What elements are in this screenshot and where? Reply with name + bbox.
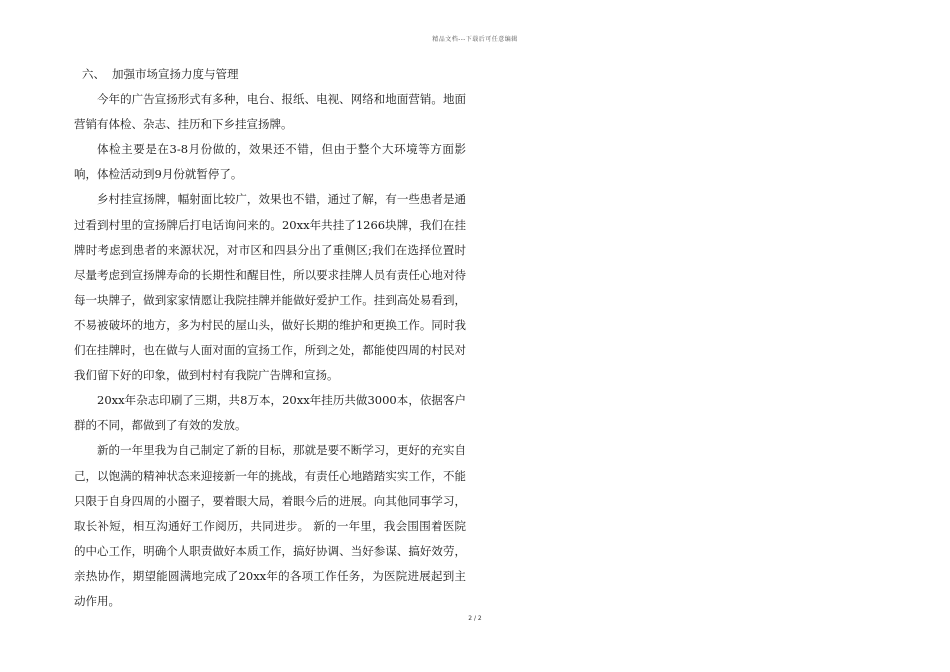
paragraph: 新的一年里我为自己制定了新的目标，那就是要不断学习，更好的充实自己，以饱满的精神状态来迎接新一年的挑战，有责任心地踏踏实实工作，不能只限于自身四周的小圈子，要着眼大局，着眼今后的进展。向其他同事学习，取长补短，相互沟通好工作阅历，共同进步。 新的一年里，我会围围着医院的中心工作，明确个人职责做好本质工作，搞好协调、当好参谋、搞好效劳，亲热协作，期望能圆满地完成了20xx年的各项工作任务，为医院进展起到主动作用。	[74, 443, 466, 608]
paragraph: 体检主要是在3-8月份做的，效果还不错，但由于整个大环境等方面影响，体检活动到9月份就暂停了。	[74, 142, 466, 182]
section-number: 六、	[82, 67, 105, 81]
section-heading	[74, 62, 466, 87]
header-note: 精品文档---下载后可任意编辑	[432, 36, 518, 43]
paragraph: 乡村挂宣扬牌，幅射面比较广，效果也不错，通过了解，有一些患者是通过看到村里的宣扬牌后打电话询问来的。20xx年共挂了1266块牌，我们在挂牌时考虑到患者的来源状况，对市区和四县分出了重侧区;我们在选择位置时尽量考虑到宣扬牌寿命的长期性和醒目性，所以要求挂牌人员有责任心地对待每一块牌子，做到家家情愿让我院挂牌并能做好爱护工作。挂到高处易看到，不易被破坏的地方，多为村民的屋山头，做好长期的维护和更换工作。同时我们在挂牌时，也在做与人面对面的宣扬工作，所到之处，都能使四周的村民对我们留下好的印象，做到村村有我院广告牌和宣扬。	[74, 192, 466, 383]
paragraph: 今年的广告宣扬形式有多种，电台、报纸、电视、网络和地面营销。地面营销有体检、杂志、挂历和下乡挂宣扬牌。	[74, 92, 466, 132]
section-title: 加强市场宣扬力度与管理	[112, 67, 239, 81]
page-number: 2 / 2	[468, 615, 482, 622]
paragraph: 20xx年杂志印刷了三期，共8万本，20xx年挂历共做3000本，依据客户群的不同，都做到了有效的发放。	[74, 393, 466, 433]
document-body	[74, 62, 466, 614]
